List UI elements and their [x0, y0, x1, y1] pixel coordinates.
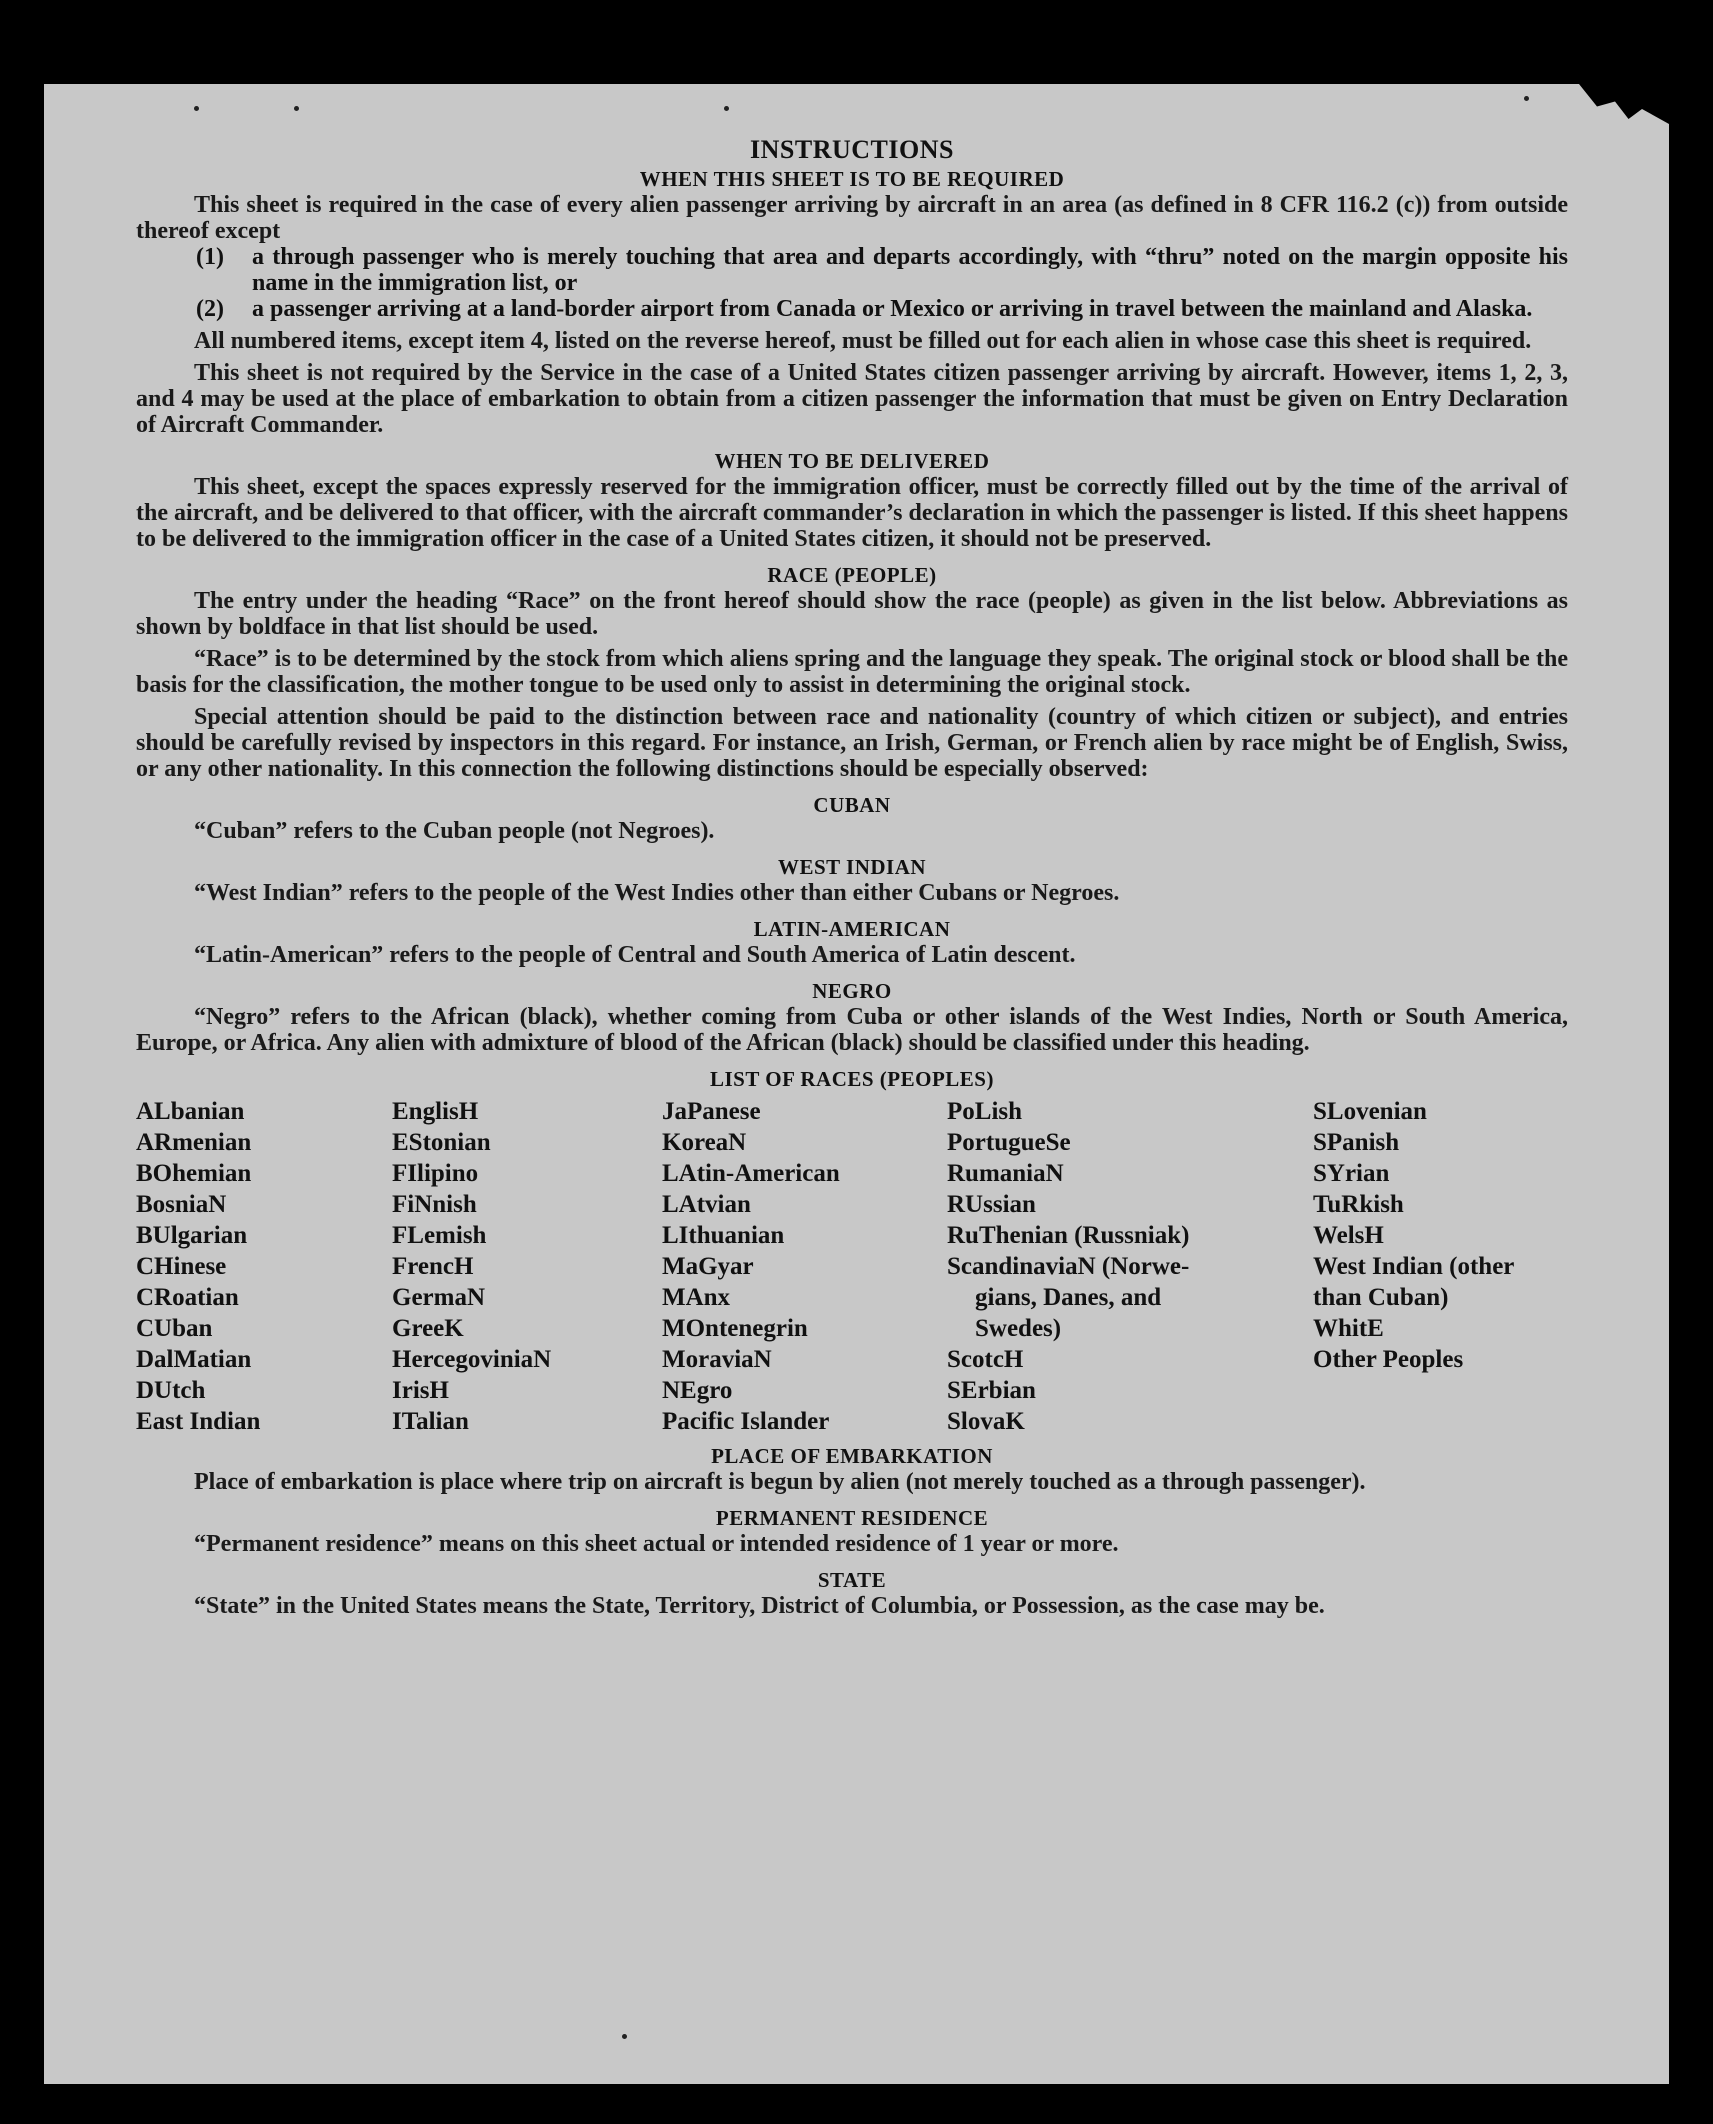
- race-entry: EStonian: [392, 1129, 491, 1156]
- race-entry: RUssian: [947, 1191, 1036, 1218]
- race-entry: LAtvian: [662, 1191, 751, 1218]
- race-entry: MOntenegrin: [662, 1315, 808, 1342]
- race-entry: GreeK: [392, 1315, 464, 1342]
- race-entry: BOhemian: [136, 1160, 252, 1187]
- race-entry: Pacific Islander: [662, 1408, 830, 1435]
- race-list: [136, 1096, 1568, 1437]
- paragraph: “Negro” refers to the African (black), whether coming from Cuba or other islands of the West Indies, North or South America, Europe, or Africa. Any alien with admixture of blood of the African (black) should be classified under this heading.: [136, 1004, 1568, 1056]
- race-entry: TuRkish: [1313, 1191, 1404, 1218]
- race-entry: LAtin-American: [662, 1160, 840, 1187]
- heading-when-delivered: WHEN TO BE DELIVERED: [714, 449, 990, 473]
- race-entry: SLovenian: [1313, 1098, 1427, 1125]
- heading-list-of-races: LIST OF RACES (PEOPLES): [710, 1067, 994, 1091]
- race-entry: SErbian: [947, 1377, 1036, 1404]
- torn-corner: [1579, 74, 1669, 124]
- race-entry: IrisH: [392, 1377, 449, 1404]
- paragraph: This sheet, except the spaces expressly reserved for the immigration officer, must be correctly filled out by the time of the arrival of the aircraft, and be delivered to that officer, with the aircraft commander’s declaration in which the passenger is listed. If this sheet happens to be delivered to the immigration officer in the case of a United States citizen, it should not be preserved.: [136, 474, 1568, 552]
- paragraph: Place of embarkation is place where trip on aircraft is begun by alien (not merely touched as a through passenger).: [194, 1469, 1366, 1495]
- race-entry: BUlgarian: [136, 1222, 248, 1249]
- race-entry: WelsH: [1313, 1222, 1384, 1249]
- race-entry: LIthuanian: [662, 1222, 785, 1249]
- heading-west-indian: WEST INDIAN: [777, 855, 927, 879]
- race-entry: NEgro: [662, 1377, 733, 1404]
- list-item: (2) a passenger arriving at a land-border airport from Canada or Mexico or arriving in travel between the mainland and Alaska.: [196, 296, 1533, 322]
- race-entry: FrencH: [392, 1253, 474, 1280]
- heading-place-of-embarkation: PLACE OF EMBARKATION: [711, 1444, 993, 1468]
- race-entry: RumaniaN: [947, 1160, 1064, 1187]
- paragraph: All numbered items, except item 4, listed on the reverse hereof, must be filled out for each alien in whose case this sheet is required.: [194, 328, 1532, 354]
- heading-race: RACE (PEOPLE): [767, 563, 937, 587]
- race-column: [392, 1096, 662, 1437]
- speck: [1524, 96, 1529, 101]
- race-entry: ScotcH: [947, 1346, 1024, 1373]
- race-entry: HercegoviniaN: [392, 1346, 552, 1373]
- heading-permanent-residence: PERMANENT RESIDENCE: [715, 1506, 989, 1530]
- race-entry: Other Peoples: [1313, 1346, 1464, 1373]
- paragraph: “West Indian” refers to the people of the West Indies other than either Cubans or Negroes.: [194, 880, 1120, 906]
- race-entry: SlovaK: [947, 1408, 1025, 1435]
- race-entry: DalMatian: [136, 1346, 252, 1373]
- race-entry: FIlipino: [392, 1160, 479, 1187]
- race-column: [136, 1096, 392, 1437]
- race-entry: gians, Danes, and: [975, 1284, 1162, 1311]
- paragraph: This sheet is not required by the Service in the case of a United States citizen passenger arriving by aircraft. However, items 1, 2, 3, and 4 may be used at the place of embarkation to obtain from a citizen passenger the information that must be given on Entry Declaration of Aircraft Commander.: [136, 360, 1568, 438]
- race-entry: CRoatian: [136, 1284, 239, 1311]
- paragraph: “Race” is to be determined by the stock from which aliens spring and the language they speak. The original stock or blood shall be the basis for the classification, the mother tongue to be used only to assist in determining the original stock.: [136, 646, 1568, 698]
- race-entry: ALbanian: [136, 1098, 245, 1125]
- race-entry: KoreaN: [662, 1129, 747, 1156]
- race-entry: than Cuban): [1313, 1284, 1449, 1311]
- race-entry: East Indian: [136, 1408, 261, 1435]
- race-entry: EnglisH: [392, 1098, 479, 1125]
- race-column: [947, 1096, 1313, 1437]
- race-entry: MaGyar: [662, 1253, 754, 1280]
- race-entry: DUtch: [136, 1377, 206, 1404]
- race-entry: ScandinaviaN (Norwe-: [947, 1253, 1190, 1280]
- race-entry: GermaN: [392, 1284, 486, 1311]
- race-entry: Swedes): [975, 1315, 1062, 1342]
- document-sheet: [44, 84, 1669, 2084]
- race-entry: RuThenian (Russniak): [947, 1222, 1190, 1249]
- paragraph: “State” in the United States means the State, Territory, District of Columbia, or Possession, as the case may be.: [194, 1593, 1325, 1619]
- heading-negro: NEGRO: [812, 979, 892, 1003]
- race-column: [662, 1096, 947, 1437]
- paragraph: This sheet is required in the case of every alien passenger arriving by aircraft in an area (as defined in 8 CFR 116.2 (c)) from outside thereof except: [136, 192, 1568, 244]
- speck: [194, 106, 199, 111]
- paragraph: “Cuban” refers to the Cuban people (not Negroes).: [194, 818, 715, 844]
- race-column: [1313, 1096, 1568, 1437]
- document-content: [136, 134, 1568, 1619]
- race-entry: PoLish: [947, 1098, 1023, 1125]
- race-entry: JaPanese: [662, 1098, 761, 1125]
- heading-cuban: CUBAN: [813, 793, 891, 817]
- race-entry: WhitE: [1313, 1315, 1384, 1342]
- heading-when-required: WHEN THIS SHEET IS TO BE REQUIRED: [639, 167, 1065, 191]
- speck: [622, 2034, 627, 2039]
- race-entry: BosniaN: [136, 1191, 227, 1218]
- race-entry: CHinese: [136, 1253, 227, 1280]
- race-entry: West Indian (other: [1313, 1253, 1515, 1280]
- paragraph: Special attention should be paid to the distinction between race and nationality (country of which citizen or subject), and entries should be carefully revised by inspectors in this regard. For instance, an Irish, German, or French alien by race might be of English, Swiss, or any other nationality. In this connection the following distinctions should be especially observed:: [136, 704, 1568, 782]
- paragraph: The entry under the heading “Race” on the front hereof should show the race (people) as given in the list below. Abbreviations as shown by boldface in that list should be used.: [136, 588, 1568, 640]
- race-entry: MoraviaN: [662, 1346, 772, 1373]
- speck: [294, 106, 299, 111]
- speck: [724, 106, 729, 111]
- race-entry: SPanish: [1313, 1129, 1400, 1156]
- race-entry: SYrian: [1313, 1160, 1390, 1187]
- race-entry: ITalian: [392, 1408, 469, 1435]
- race-entry: FLemish: [392, 1222, 487, 1249]
- heading-state: STATE: [817, 1568, 887, 1592]
- race-entry: CUban: [136, 1315, 213, 1342]
- race-entry: MAnx: [662, 1284, 731, 1311]
- race-entry: PortugueSe: [947, 1129, 1071, 1156]
- heading-latin-american: LATIN-AMERICAN: [753, 917, 951, 941]
- race-entry: ARmenian: [136, 1129, 252, 1156]
- paragraph: “Latin-American” refers to the people of Central and South America of Latin descent.: [194, 942, 1076, 968]
- race-entry: FiNnish: [392, 1191, 477, 1218]
- paragraph: “Permanent residence” means on this sheet actual or intended residence of 1 year or more.: [194, 1531, 1119, 1557]
- page-title: INSTRUCTIONS: [750, 135, 954, 164]
- list-item: (1) a through passenger who is merely touching that area and departs accordingly, with “thru” noted on the margin opposite his name in the immigration list, or: [196, 244, 1568, 296]
